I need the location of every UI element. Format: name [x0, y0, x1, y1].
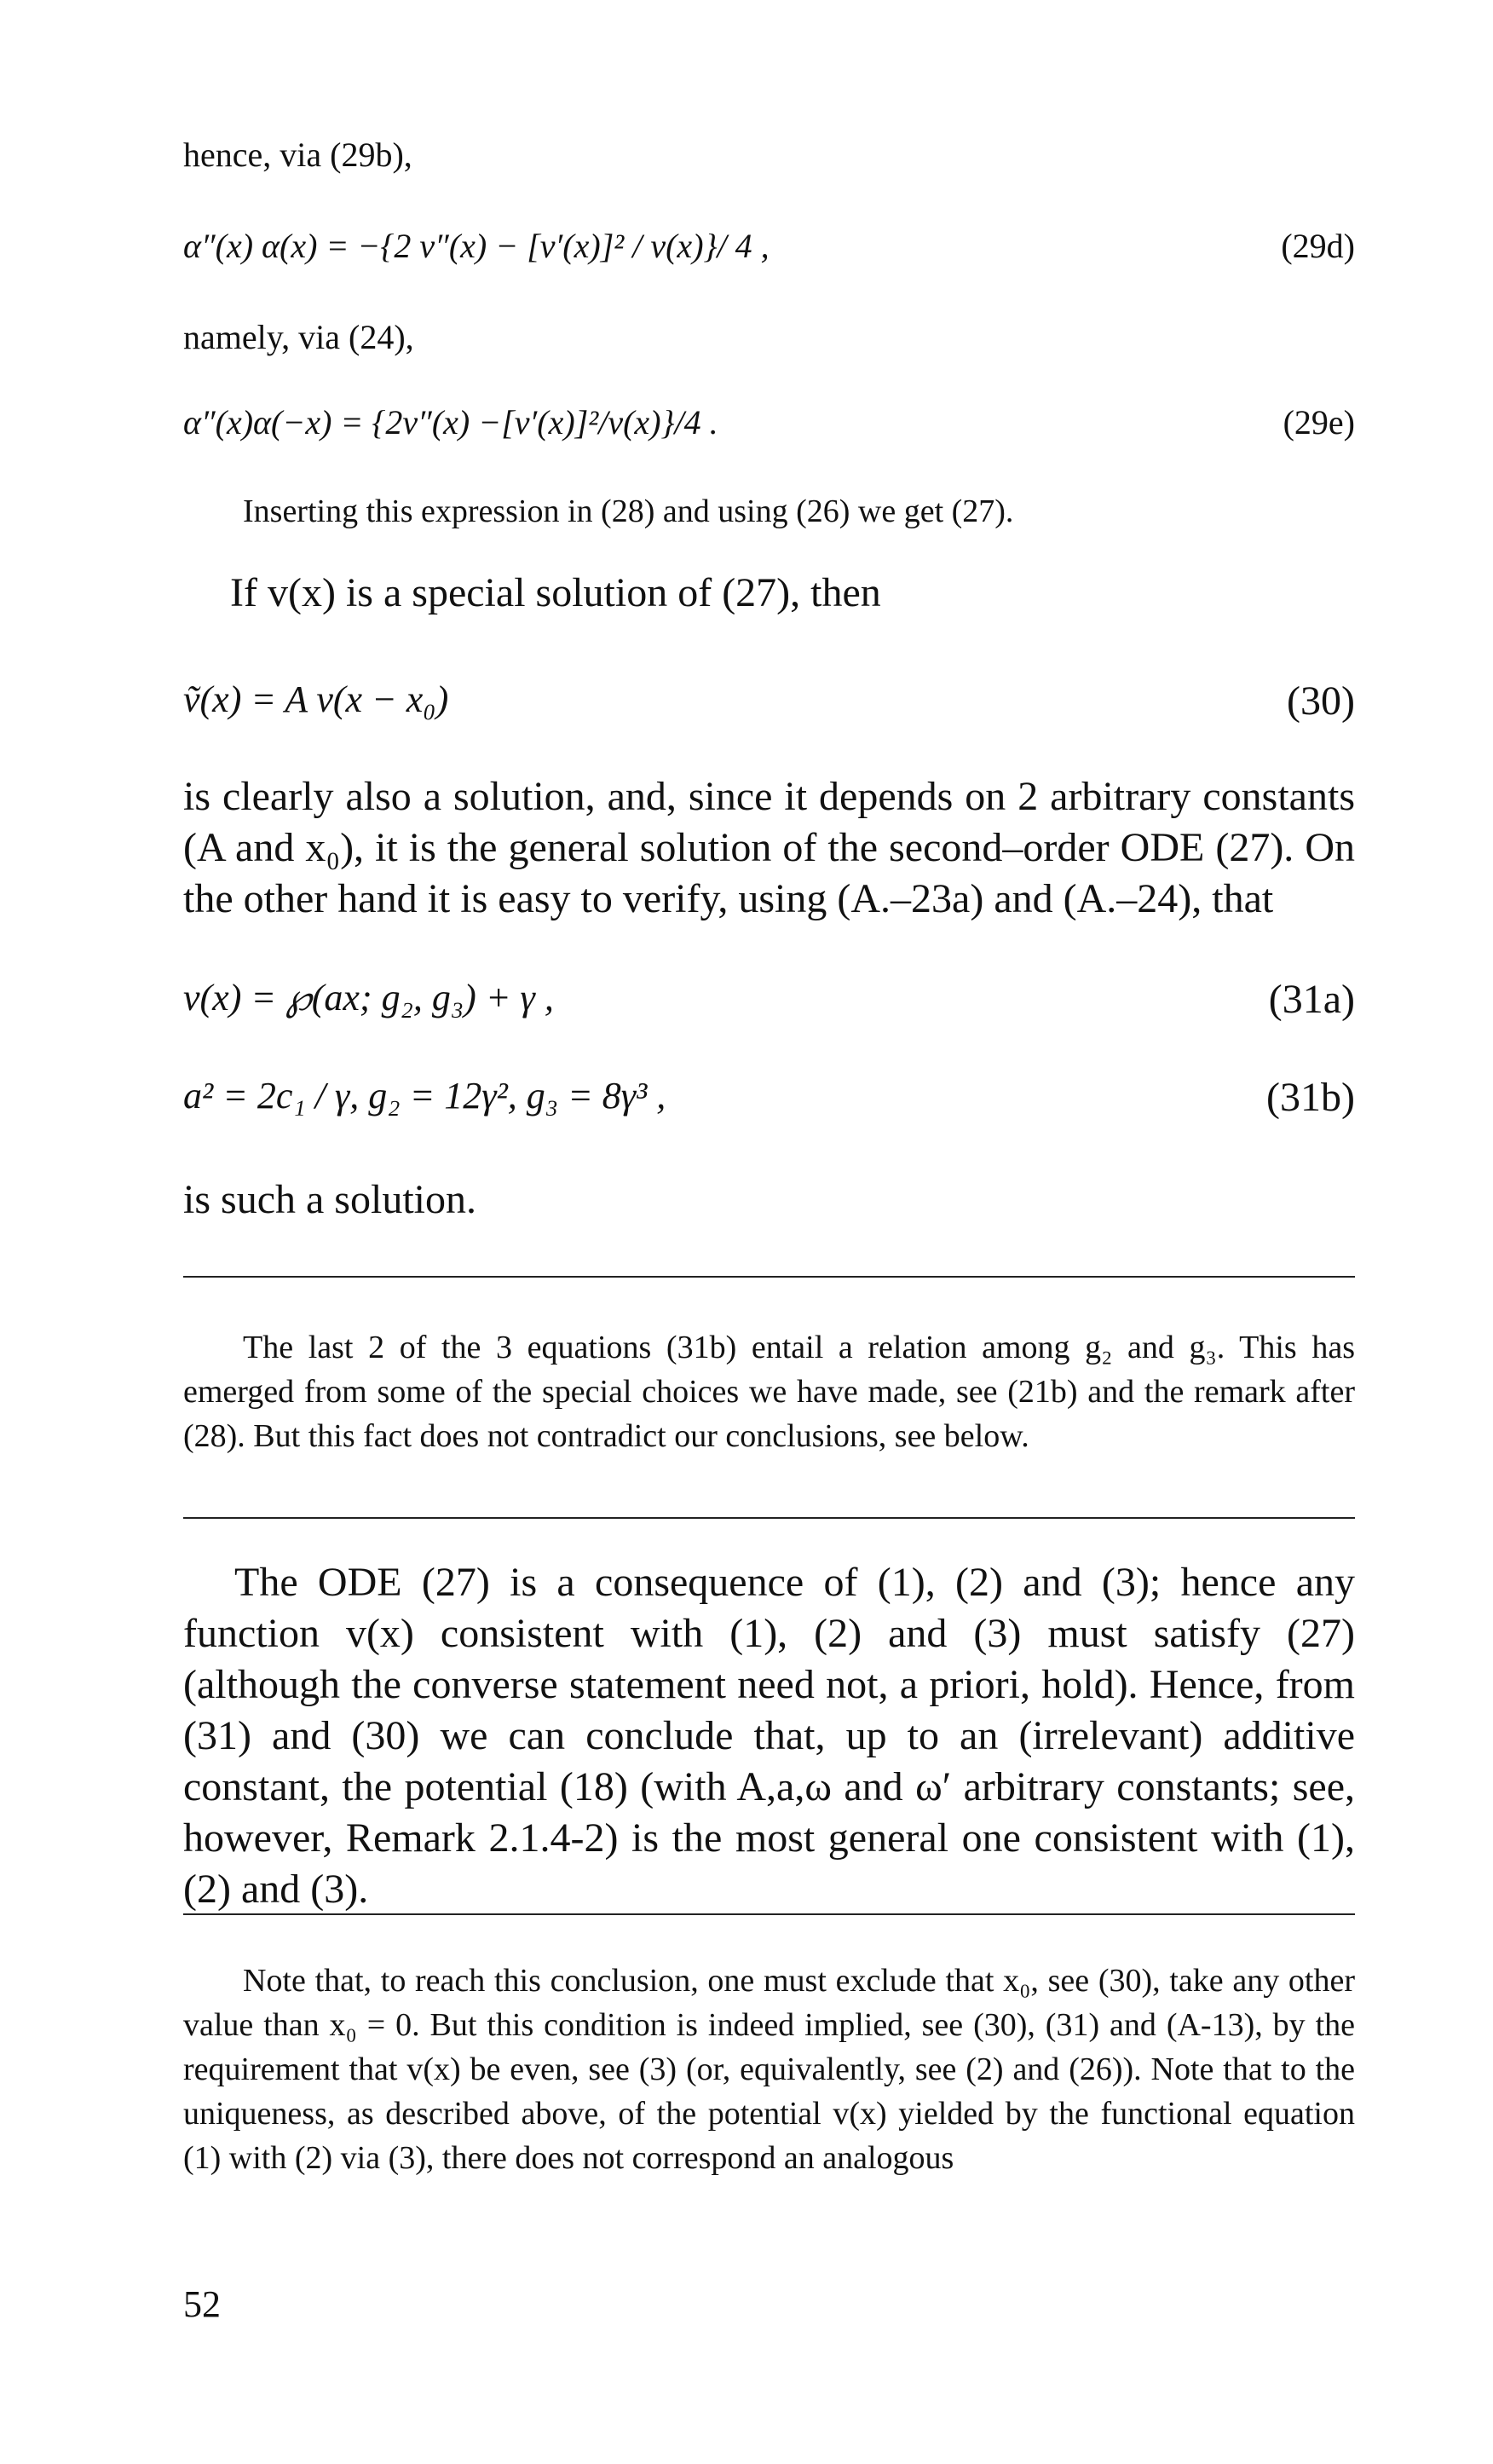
equation-29e-math: α″(x)α(−x) = {2v″(x) −[v′(x)]²/v(x)}/4 . [183, 403, 718, 441]
equation-31b-math: a² = 2c₁ / γ, g₂ = 12γ², g₃ = 8γ³ , [183, 1075, 666, 1117]
equation-29e [183, 402, 1355, 453]
equation-31a-math: v(x) = ℘(ax; g₂, g₃) + γ , [183, 977, 554, 1018]
equation-29d-tag: (29d) [1281, 227, 1355, 265]
text-if-special-solution: If v(x) is a special solution of (27), then [230, 570, 881, 615]
text-hence: hence, via (29b), [183, 136, 412, 174]
text-namely: namely, via (24), [183, 318, 414, 356]
paragraph-ode-consequence: The ODE (27) is a consequence of (1), (2) and (3); hence any function v(x) consistent with (1), (2) and (3) must satisfy (27) (although the converse statement need not, a priori, hold). Hence, from (31) and (30) we can conclude that, up to an (irrelevant) additive constant, the potential (18) (with A,a,ω and ω′ arbitrary constants; see, however, Remark 2.1.4-2) is the most general one consistent with (1), (2) and (3). [183, 1560, 1355, 1912]
equation-29e-tag: (29e) [1283, 403, 1355, 441]
text-such-solution: is such a solution. [183, 1177, 476, 1222]
text-inserting: Inserting this expression in (28) and using (26) we get (27). [243, 493, 1014, 529]
equation-31b [183, 1074, 1355, 1125]
divider-rule [183, 1276, 1355, 1278]
equation-30-math: ṽ(x) = A v(x − x₀) [183, 678, 449, 720]
equation-29d-math: α″(x) α(x) = −{2 v″(x) − [v′(x)]² / v(x)}/ 4 , [183, 227, 770, 265]
equation-31a-tag: (31a) [1268, 977, 1355, 1022]
equation-30 [183, 678, 1355, 729]
note-relation-g2-g3: The last 2 of the 3 equations (31b) entail a relation among g₂ and g₃. This has emerged from some of the special choices we have made, see (21b) and the remark after (28). But this fact does not contradict our conclusions, see below. [183, 1330, 1355, 1454]
divider-rule [183, 1913, 1355, 1915]
page-number: 52 [183, 2283, 221, 2325]
divider-rule [183, 1517, 1355, 1519]
equation-31b-tag: (31b) [1266, 1075, 1355, 1120]
paragraph-general-solution: is clearly also a solution, and, since it depends on 2 arbitrary constants (A and x₀), it is the general solution of the second–order ODE (27). On the other hand it is easy to verify, using (A.–23a) and (A.–24), that [183, 774, 1355, 921]
equation-29d [183, 226, 1355, 277]
note-uniqueness: Note that, to reach this conclusion, one must exclude that x₀, see (30), take any other value than x₀ = 0. But this condition is indeed implied, see (30), (31) and (A-13), by the requirement that v(x) be even, see (3) (or, equivalently, see (2) and (26)). Note that to the uniqueness, as described above, of the potential v(x) yielded by the functional equation (1) with (2) via (3), there does not correspond an analogous [183, 1963, 1355, 2176]
equation-31a [183, 976, 1355, 1027]
equation-30-tag: (30) [1287, 678, 1355, 724]
